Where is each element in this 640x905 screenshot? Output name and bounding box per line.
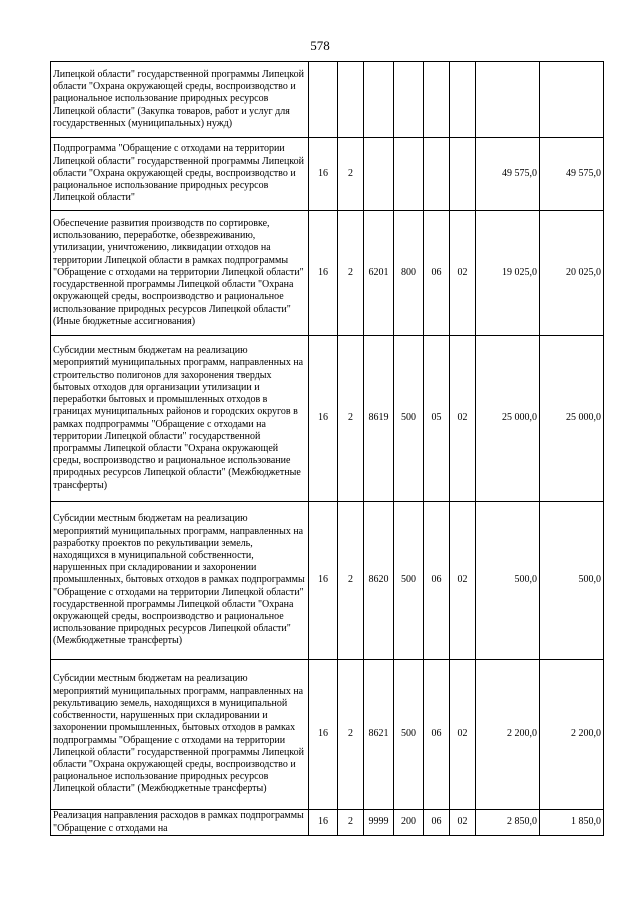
subsection-cell [450, 138, 476, 211]
subprogram-cell: 2 [338, 138, 364, 211]
expense-type-cell: 500 [394, 660, 424, 810]
row-description: Липецкой области" государственной программы Липецкой области "Охрана окружающей среды, воспроизводство и рациональное использование природных ресурсов Липецкой области" (Закупка товаров, работ и услуг для государственных (муниципальных) нужд) [51, 62, 309, 138]
target-code-cell: 8621 [364, 660, 394, 810]
target-code-cell: 9999 [364, 810, 394, 836]
target-code-cell [364, 138, 394, 211]
amount-year2-cell: 1 850,0 [540, 810, 604, 836]
section-cell: 06 [424, 502, 450, 660]
subsection-cell [450, 62, 476, 138]
amount-year2-cell: 2 200,0 [540, 660, 604, 810]
target-code-cell [364, 62, 394, 138]
amount-year2-cell [540, 62, 604, 138]
amount-year1-cell: 49 575,0 [476, 138, 540, 211]
table-row [51, 211, 604, 336]
subprogram-cell [338, 62, 364, 138]
table-row [51, 336, 604, 502]
row-description: Субсидии местным бюджетам на реализацию мероприятий муниципальных программ, направленных на рекультивацию земель, находящихся в муниципальной собственности, нарушенных при складировании и захоронении промышленных, бытовых отходов в рамках подпрограммы "Обращение с отходами на территории Липецкой области" государственной программы Липецкой области "Охрана окружающей среды, воспроизводство и рациональное использование природных ресурсов Липецкой области" (Межбюджетные трансферты) [51, 660, 309, 810]
target-code-cell: 6201 [364, 211, 394, 336]
target-code-cell: 8620 [364, 502, 394, 660]
amount-year2-cell: 25 000,0 [540, 336, 604, 502]
row-description: Субсидии местным бюджетам на реализацию мероприятий муниципальных программ, направленных на строительство полигонов для захоронения твердых бытовых отходов для организации утилизации и переработки бытовых и промышленных отходов в границах муниципальных районов и городских округов в рамках подпрограммы "Обращение с отходами на территории Липецкой области" государственной программы Липецкой области "Охрана окружающей среды, воспроизводство и рациональное использование природных ресурсов Липецкой области" (Межбюджетные трансферты) [51, 336, 309, 502]
row-description: Реализация направления расходов в рамках подпрограммы "Обращение с отходами на [51, 810, 309, 836]
admin-code-cell: 16 [309, 138, 338, 211]
amount-year1-cell: 19 025,0 [476, 211, 540, 336]
section-cell [424, 138, 450, 211]
section-cell: 06 [424, 660, 450, 810]
admin-code-cell: 16 [309, 336, 338, 502]
table-row [51, 660, 604, 810]
subprogram-cell: 2 [338, 502, 364, 660]
expense-type-cell: 800 [394, 211, 424, 336]
subsection-cell: 02 [450, 660, 476, 810]
amount-year2-cell: 500,0 [540, 502, 604, 660]
table-row [51, 62, 604, 138]
expense-type-cell: 500 [394, 502, 424, 660]
table-row [51, 502, 604, 660]
subprogram-cell: 2 [338, 211, 364, 336]
row-description: Субсидии местным бюджетам на реализацию мероприятий муниципальных программ, направленных на разработку проектов по рекультивации земель, находящихся в муниципальной собственности, нарушенных при складировании и захоронении промышленных, бытовых отходов в рамках подпрограммы "Обращение с отходами на территории Липецкой области" государственной программы Липецкой области "Охрана окружающей среды, воспроизводство и рациональное использование природных ресурсов Липецкой области" (Межбюджетные трансферты) [51, 502, 309, 660]
subprogram-cell: 2 [338, 336, 364, 502]
expense-type-cell [394, 62, 424, 138]
amount-year1-cell: 2 200,0 [476, 660, 540, 810]
target-code-cell: 8619 [364, 336, 394, 502]
subsection-cell: 02 [450, 336, 476, 502]
admin-code-cell: 16 [309, 502, 338, 660]
admin-code-cell [309, 62, 338, 138]
subprogram-cell: 2 [338, 660, 364, 810]
table-row [51, 810, 604, 836]
amount-year2-cell: 49 575,0 [540, 138, 604, 211]
amount-year1-cell: 500,0 [476, 502, 540, 660]
admin-code-cell: 16 [309, 660, 338, 810]
row-description: Обеспечение развития производств по сортировке, использованию, переработке, обезвреживанию, утилизации, уничтожению, ликвидации отходов на территории Липецкой области в рамках подпрограммы "Обращение с отходами на территории Липецкой области" государственной программы Липецкой области "Охрана окружающей среды, воспроизводство и рациональное использование природных ресурсов Липецкой области" (Иные бюджетные ассигнования) [51, 211, 309, 336]
expense-type-cell [394, 138, 424, 211]
expense-type-cell: 200 [394, 810, 424, 836]
admin-code-cell: 16 [309, 810, 338, 836]
budget-table [50, 61, 604, 836]
section-cell [424, 62, 450, 138]
admin-code-cell: 16 [309, 211, 338, 336]
subsection-cell: 02 [450, 211, 476, 336]
section-cell: 06 [424, 810, 450, 836]
amount-year1-cell: 2 850,0 [476, 810, 540, 836]
expense-type-cell: 500 [394, 336, 424, 502]
amount-year1-cell [476, 62, 540, 138]
table-row [51, 138, 604, 211]
row-description: Подпрограмма "Обращение с отходами на территории Липецкой области" государственной программы Липецкой области "Охрана окружающей среды, воспроизводство и рациональное использование природных ресурсов Липецкой области" [51, 138, 309, 211]
subsection-cell: 02 [450, 502, 476, 660]
amount-year1-cell: 25 000,0 [476, 336, 540, 502]
page-number: 578 [310, 38, 330, 53]
subprogram-cell: 2 [338, 810, 364, 836]
section-cell: 06 [424, 211, 450, 336]
subsection-cell: 02 [450, 810, 476, 836]
amount-year2-cell: 20 025,0 [540, 211, 604, 336]
section-cell: 05 [424, 336, 450, 502]
